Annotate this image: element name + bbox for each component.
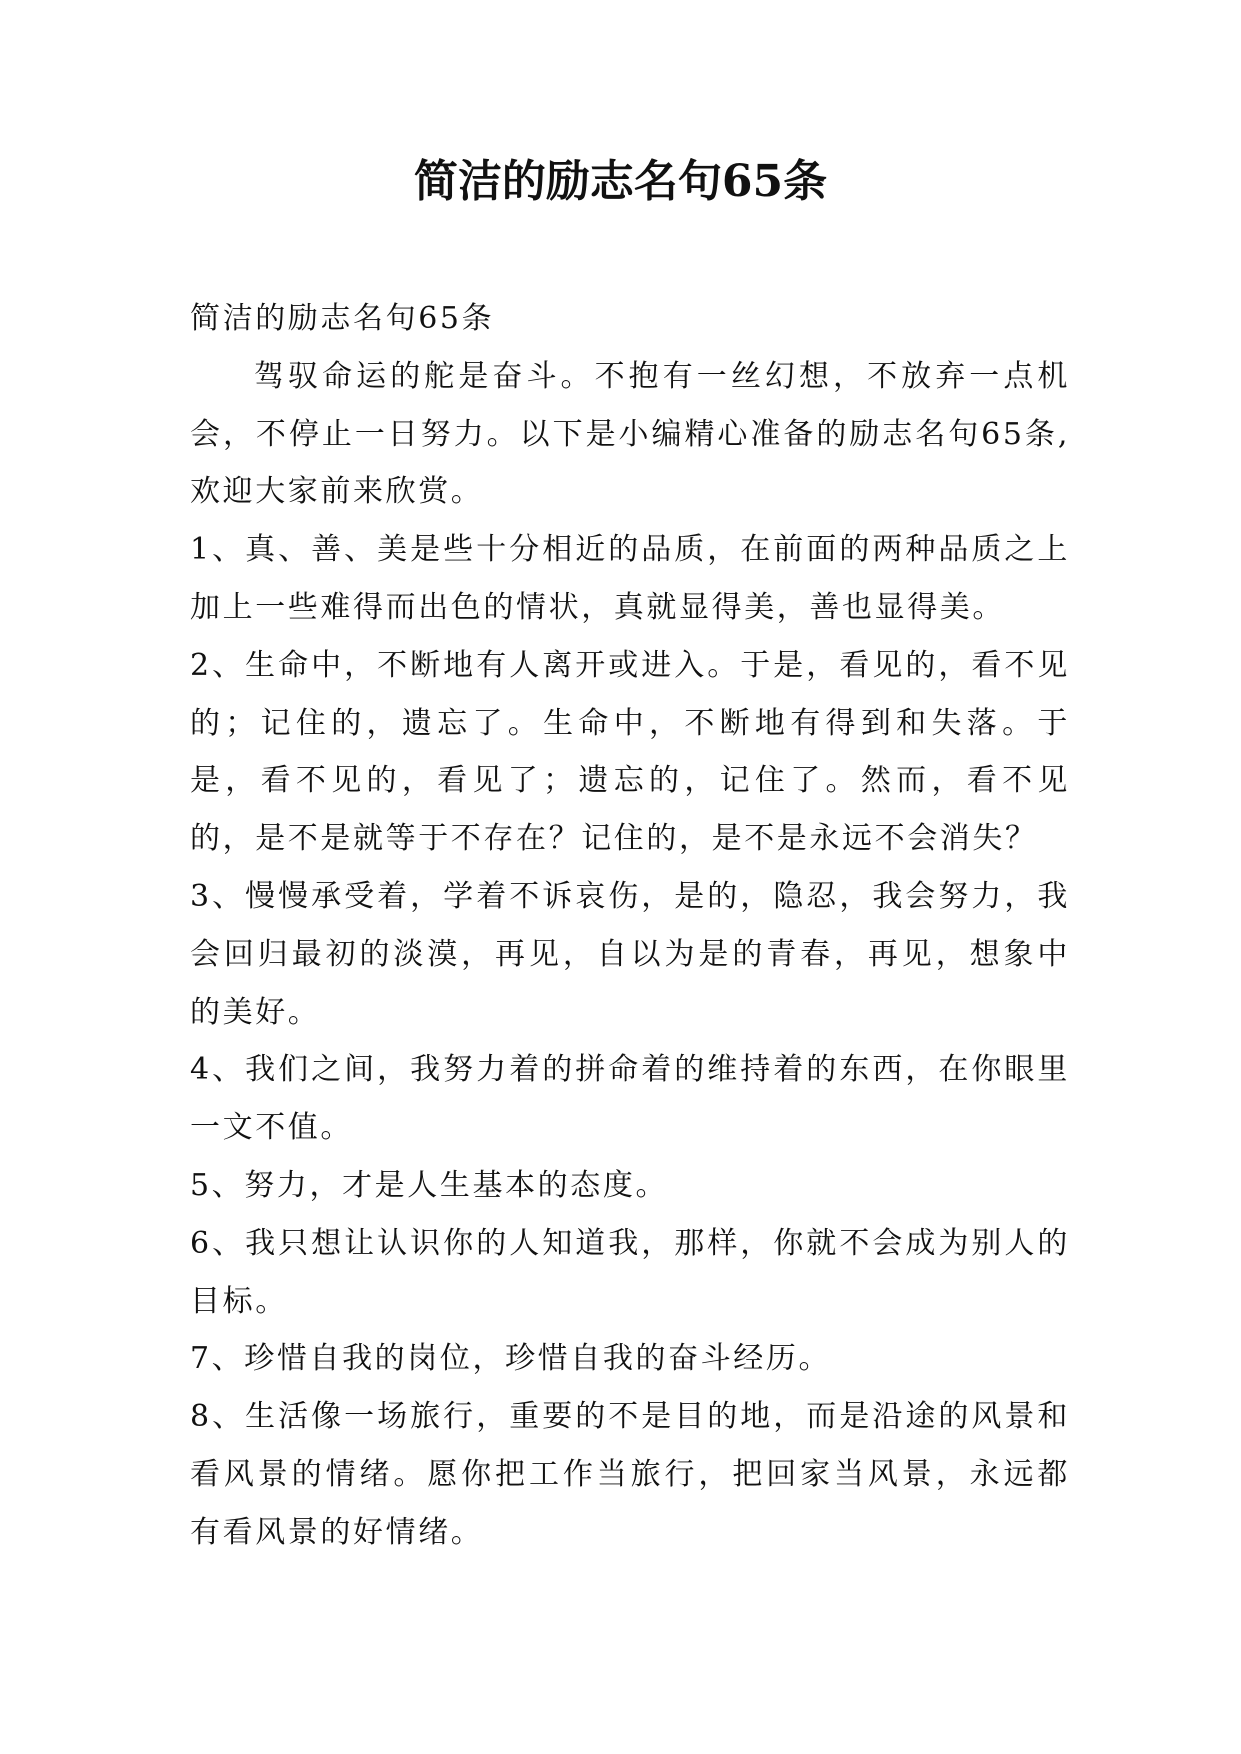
- page-title: 简洁的励志名句65条: [413, 156, 828, 207]
- quote-item-3: 3、慢慢承受着，学着不诉哀伤，是的，隐忍，我会努力，我会回归最初的淡漠，再见，自以为是的青春，再见，想象中的美好。: [190, 878, 1070, 1030]
- quote-item-6: 6、我只想让认识你的人知道我，那样，你就不会成为别人的目标。: [190, 1225, 1070, 1319]
- intro-paragraph: 驾驭命运的舵是奋斗。不抱有一丝幻想，不放弃一点机会，不停止一日努力。以下是小编精心准备的励志名句65条,欢迎大家前来欣赏。: [190, 358, 1070, 510]
- subtitle-line: 简洁的励志名句65条: [190, 301, 495, 336]
- quote-item-7: 7、珍惜自我的岗位，珍惜自我的奋斗经历。: [190, 1341, 832, 1377]
- quote-item-4: 4、我们之间，我努力着的拼命着的维持着的东西，在你眼里一文不值。: [190, 1052, 1070, 1146]
- document-body: [190, 290, 1070, 1562]
- quote-item-5: 5、努力，才是人生基本的态度。: [190, 1167, 669, 1203]
- quote-item-2: 2、生命中，不断地有人离开或进入。于是，看见的，看不见的；记住的，遗忘了。生命中，不断地有得到和失落。于是，看不见的，看见了；遗忘的，记住了。然而，看不见的，是不是就等于不存在？记住的，是不是永远不会消失？: [190, 647, 1070, 857]
- quote-item-8: 8、生活像一场旅行，重要的不是目的地，而是沿途的风景和看风景的情绪。愿你把工作当旅行，把回家当风景，永远都有看风景的好情绪。: [190, 1399, 1070, 1550]
- quote-item-1: 1、真、善、美是些十分相近的品质，在前面的两种品质之上加上一些难得而出色的情状，真就显得美，善也显得美。: [190, 532, 1070, 625]
